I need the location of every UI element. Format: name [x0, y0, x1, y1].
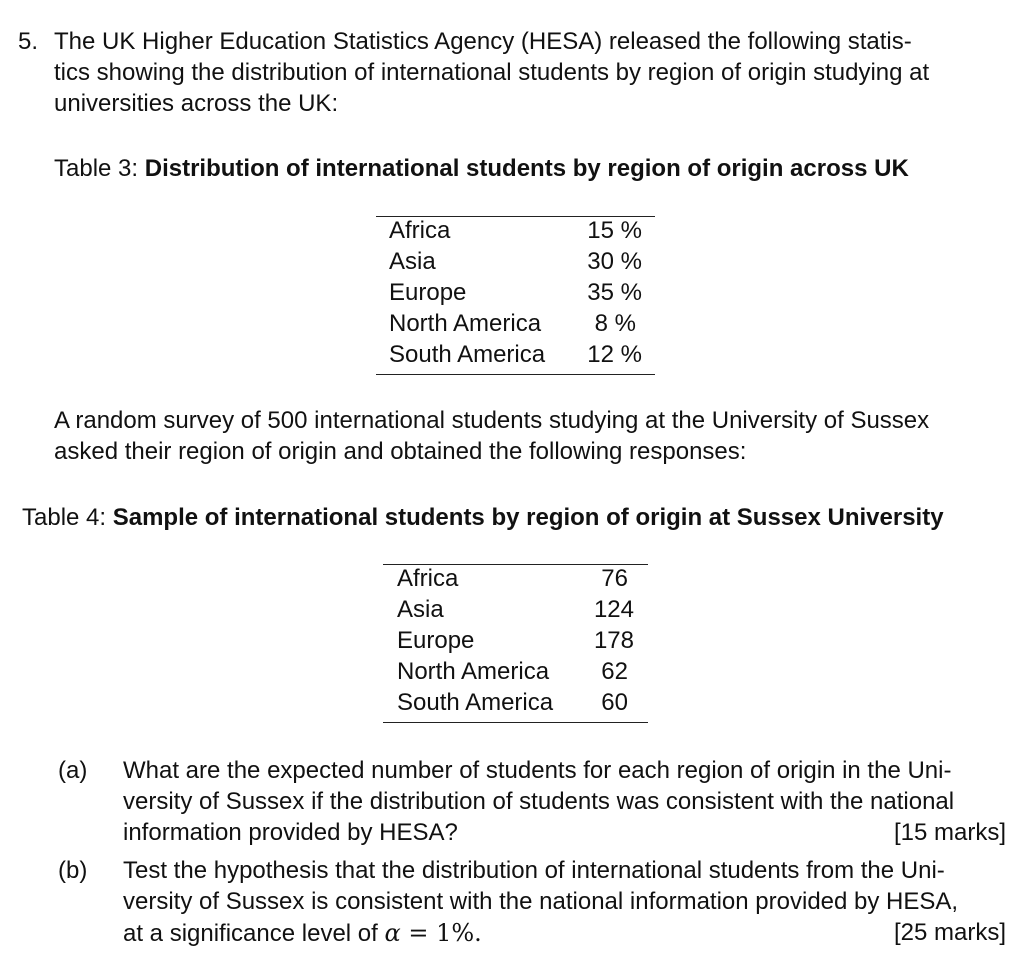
question-number: 5. [18, 28, 39, 55]
survey-line: A random survey of 500 international students studying at the University of Sussex [54, 407, 930, 434]
table4-region: Europe [397, 627, 475, 654]
table3-percent: 35 % [587, 279, 642, 306]
table3-percent: 8 % [594, 310, 636, 337]
part-a-line: versity of Sussex if the distribution of students was consistent with the national [123, 788, 955, 815]
table4-count: 62 [601, 658, 628, 685]
table3-percent: 12 % [587, 341, 642, 368]
intro-line: universities across the UK: [54, 90, 339, 117]
part-a-line: What are the expected number of students for each region of origin in the Uni- [123, 757, 952, 784]
survey-line: asked their region of origin and obtained the following responses: [54, 438, 747, 465]
intro-line: The UK Higher Education Statistics Agency (HESA) released the following statis- [54, 28, 912, 55]
table3-region: Europe [389, 279, 467, 306]
table3-bottom-rule [376, 374, 655, 375]
table4-caption [22, 504, 944, 532]
table3-caption-title: Distribution of international students by region of origin across UK [144, 155, 909, 182]
table4-count: 76 [601, 565, 628, 592]
equals-sign: = [400, 919, 437, 947]
table3-caption-prefix: Table 3: [54, 155, 139, 182]
part-b-label: (b) [58, 857, 88, 884]
table3-region: Asia [389, 248, 436, 275]
table3-region: Africa [389, 217, 451, 244]
table4-region: South America [397, 689, 554, 716]
part-b-marks: [25 marks] [893, 919, 1006, 946]
table4-region: Asia [397, 596, 444, 623]
part-b-line: versity of Sussex is consistent with the national information provided by HESA, [123, 888, 959, 915]
table4-bottom-rule [383, 722, 648, 723]
intro-line: tics showing the distribution of international students by region of origin studying at [54, 59, 930, 86]
table3-percent: 15 % [587, 217, 642, 244]
table4-region: Africa [397, 565, 459, 592]
table3-region: South America [389, 341, 546, 368]
table3-caption [54, 155, 909, 183]
part-b-line-last [123, 919, 482, 948]
part-b-line-text: at a significance level of [123, 920, 385, 947]
significance-value: 1%. [436, 919, 482, 947]
table3-region: North America [389, 310, 542, 337]
alpha-symbol: α [384, 919, 401, 947]
table4-count: 178 [593, 627, 634, 654]
table4-caption-prefix: Table 4: [22, 504, 107, 531]
part-a-marks: [15 marks] [893, 819, 1006, 846]
table3-percent: 30 % [587, 248, 642, 275]
part-a-line: information provided by HESA? [123, 819, 458, 846]
table4-count: 60 [601, 689, 628, 716]
table4-count: 124 [593, 596, 634, 623]
table4-caption-title: Sample of international students by region of origin at Sussex University [112, 504, 944, 531]
part-a-label: (a) [58, 757, 88, 784]
part-b-line: Test the hypothesis that the distribution of international students from the Uni- [123, 857, 945, 884]
table4-region: North America [397, 658, 550, 685]
